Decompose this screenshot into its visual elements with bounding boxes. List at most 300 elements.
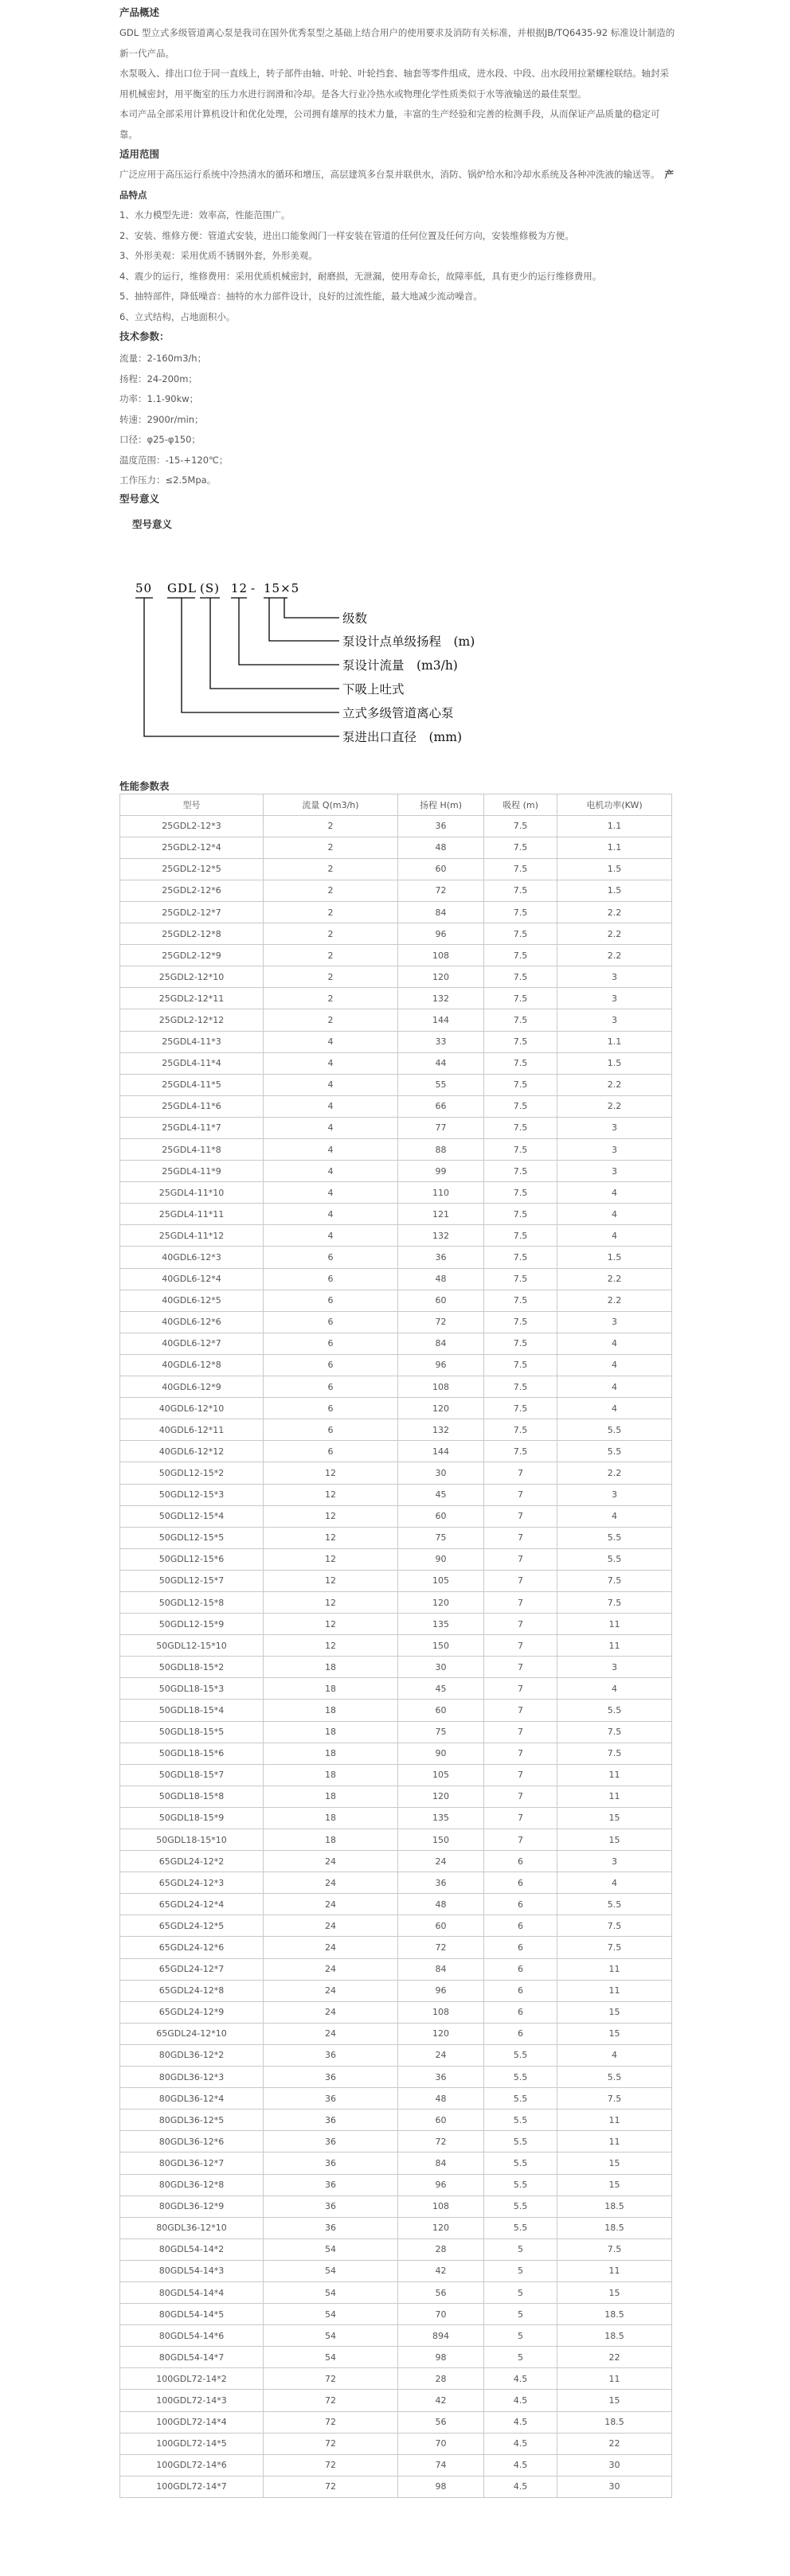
tech-item-pressure: 工作压力：≤2.5Mpa。 (119, 474, 217, 486)
cell-suction: 7.5 (484, 1419, 557, 1441)
cell-head: 60 (398, 2110, 484, 2131)
cell-head: 90 (398, 1743, 484, 1764)
table-row (120, 1247, 672, 1268)
cell-flow: 4 (264, 1031, 398, 1052)
cell-power: 7.5 (557, 2238, 672, 2260)
table-row (120, 2195, 672, 2217)
cell-power: 5.5 (557, 1894, 672, 1915)
cell-flow: 36 (264, 2153, 398, 2174)
tech-heading: 技术参数： (119, 330, 170, 342)
cell-suction: 7.5 (484, 1268, 557, 1290)
cell-suction: 7 (484, 1635, 557, 1657)
cell-head: 110 (398, 1182, 484, 1204)
cell-suction: 7.5 (484, 1290, 557, 1311)
cell-power: 2.2 (557, 1268, 672, 1290)
table-row (120, 1117, 672, 1138)
cell-suction: 7.5 (484, 1354, 557, 1376)
cell-power: 11 (557, 1614, 672, 1635)
cell-model: 40GDL6-12*7 (120, 1333, 264, 1354)
table-row (120, 2088, 672, 2110)
cell-model: 50GDL18-15*8 (120, 1786, 264, 1807)
cell-flow: 4 (264, 1052, 398, 1074)
cell-head: 108 (398, 1376, 484, 1398)
cell-head: 28 (398, 2368, 484, 2390)
model-heading-2: 型号意义 (132, 517, 173, 530)
cell-flow: 12 (264, 1548, 398, 1570)
cell-power: 1.5 (557, 1052, 672, 1074)
table-row (120, 1958, 672, 1980)
cell-suction: 5 (484, 2281, 557, 2303)
cell-flow: 72 (264, 2476, 398, 2497)
cell-model: 80GDL36-12*4 (120, 2088, 264, 2110)
cell-suction: 7 (484, 1570, 557, 1591)
cell-flow: 18 (264, 1700, 398, 1721)
cell-power: 2.2 (557, 1290, 672, 1311)
cell-head: 90 (398, 1548, 484, 1570)
table-row (120, 1657, 672, 1678)
cell-power: 4 (557, 1678, 672, 1700)
overview-paragraph-2: 水泵吸入、排出口位于同一直线上，转子部件由轴、叶轮、叶轮挡套、轴套等零件组成，进水段、中段、出水段用拉紧螺栓联结。轴封采用机械密封，用平衡室的压力水进行润滑和冷却。是各大行业冷热水或物理化学性质类似于水等液输送的最佳泵型。 (119, 68, 669, 100)
cell-power: 11 (557, 1786, 672, 1807)
scope-heading: 适用范围 (119, 148, 160, 160)
cell-flow: 54 (264, 2260, 398, 2281)
cell-head: 84 (398, 1333, 484, 1354)
cell-head: 55 (398, 1074, 484, 1095)
model-code-stage: 15×5 (264, 580, 300, 595)
cell-head: 96 (398, 1354, 484, 1376)
table-row (120, 2304, 672, 2325)
cell-head: 135 (398, 1807, 484, 1829)
cell-flow: 2 (264, 880, 398, 901)
cell-suction: 7.5 (484, 1398, 557, 1419)
cell-power: 30 (557, 2454, 672, 2476)
cell-flow: 6 (264, 1398, 398, 1419)
cell-suction: 7.5 (484, 1009, 557, 1031)
feature-item-3: 3、外形美观：采用优质不锈钢外套，外形美观。 (119, 250, 318, 261)
cell-power: 2.2 (557, 923, 672, 945)
cell-model: 50GDL12-15*8 (120, 1591, 264, 1613)
cell-head: 66 (398, 1095, 484, 1117)
cell-model: 50GDL18-15*3 (120, 1678, 264, 1700)
cell-flow: 4 (264, 1204, 398, 1225)
cell-flow: 24 (264, 1894, 398, 1915)
cell-head: 120 (398, 1591, 484, 1613)
cell-suction: 7.5 (484, 837, 557, 858)
cell-flow: 4 (264, 1074, 398, 1095)
cell-head: 36 (398, 2067, 484, 2088)
cell-flow: 12 (264, 1462, 398, 1484)
cell-flow: 18 (264, 1807, 398, 1829)
cell-power: 4 (557, 1225, 672, 1247)
cell-head: 120 (398, 1786, 484, 1807)
cell-model: 25GDL2-12*7 (120, 901, 264, 923)
cell-model: 50GDL18-15*5 (120, 1721, 264, 1743)
cell-power: 15 (557, 1829, 672, 1851)
cell-suction: 6 (484, 1958, 557, 1980)
table-row (120, 901, 672, 923)
cell-head: 48 (398, 1894, 484, 1915)
cell-flow: 72 (264, 2454, 398, 2476)
cell-power: 18.5 (557, 2217, 672, 2238)
table-row (120, 2153, 672, 2174)
cell-power: 15 (557, 2023, 672, 2044)
cell-head: 72 (398, 1311, 484, 1333)
cell-model: 80GDL36-12*10 (120, 2217, 264, 2238)
cell-flow: 6 (264, 1376, 398, 1398)
model-label-flow: 泵设计流量 (m3/h) (342, 658, 458, 673)
cell-model: 80GDL54-14*6 (120, 2325, 264, 2347)
cell-head: 84 (398, 901, 484, 923)
cell-power: 7.5 (557, 2088, 672, 2110)
cell-model: 80GDL36-12*6 (120, 2131, 264, 2153)
cell-head: 33 (398, 1031, 484, 1052)
cell-model: 80GDL54-14*4 (120, 2281, 264, 2303)
cell-power: 3 (557, 1851, 672, 1872)
cell-head: 48 (398, 1268, 484, 1290)
cell-suction: 5 (484, 2238, 557, 2260)
cell-power: 5.5 (557, 1700, 672, 1721)
cell-model: 25GDL4-11*6 (120, 1095, 264, 1117)
model-code-flow: 12 (231, 580, 248, 595)
cell-suction: 5.5 (484, 2110, 557, 2131)
table-row (120, 2476, 672, 2497)
table-row (120, 2217, 672, 2238)
cell-power: 4 (557, 1398, 672, 1419)
cell-model: 50GDL18-15*4 (120, 1700, 264, 1721)
cell-flow: 36 (264, 2217, 398, 2238)
cell-suction: 7.5 (484, 1095, 557, 1117)
cell-flow: 6 (264, 1333, 398, 1354)
cell-model: 25GDL4-11*5 (120, 1074, 264, 1095)
cell-suction: 7.5 (484, 1139, 557, 1161)
table-row (120, 1074, 672, 1095)
table-row (120, 1591, 672, 1613)
table-row (120, 1505, 672, 1527)
table-row (120, 1807, 672, 1829)
cell-power: 1.5 (557, 880, 672, 901)
feature-item-1: 1、水力模型先进：效率高，性能范围广。 (119, 209, 291, 221)
table-row (120, 1354, 672, 1376)
cell-flow: 4 (264, 1139, 398, 1161)
table-row (120, 2044, 672, 2066)
cell-suction: 7.5 (484, 988, 557, 1009)
cell-model: 25GDL4-11*11 (120, 1204, 264, 1225)
cell-head: 75 (398, 1527, 484, 1548)
cell-head: 60 (398, 1700, 484, 1721)
cell-model: 50GDL12-15*4 (120, 1505, 264, 1527)
cell-model: 25GDL2-12*3 (120, 815, 264, 837)
table-row (120, 1980, 672, 2001)
table-row (120, 1009, 672, 1031)
cell-suction: 7 (484, 1591, 557, 1613)
model-diagram (119, 533, 677, 744)
model-code-dash: - (251, 580, 256, 595)
cell-model: 50GDL18-15*7 (120, 1764, 264, 1786)
cell-model: 25GDL4-11*7 (120, 1117, 264, 1138)
cell-flow: 24 (264, 2001, 398, 2023)
table-row (120, 966, 672, 988)
table-row (120, 1721, 672, 1743)
cell-flow: 6 (264, 1419, 398, 1441)
table-header-row (120, 794, 672, 815)
cell-flow: 54 (264, 2325, 398, 2347)
cell-model: 40GDL6-12*12 (120, 1441, 264, 1462)
cell-suction: 6 (484, 1894, 557, 1915)
cell-suction: 5.5 (484, 2131, 557, 2153)
cell-flow: 4 (264, 1161, 398, 1182)
table-row (120, 858, 672, 880)
performance-heading: 性能参数表 (119, 779, 170, 792)
table-row (120, 1570, 672, 1591)
cell-power: 3 (557, 1117, 672, 1138)
table-row (120, 1182, 672, 1204)
table-row (120, 2454, 672, 2476)
cell-power: 1.1 (557, 815, 672, 837)
cell-flow: 36 (264, 2110, 398, 2131)
cell-flow: 72 (264, 2368, 398, 2390)
cell-head: 84 (398, 1958, 484, 1980)
cell-power: 2.2 (557, 1095, 672, 1117)
cell-model: 65GDL24-12*3 (120, 1872, 264, 1894)
cell-head: 30 (398, 1462, 484, 1484)
cell-power: 3 (557, 1311, 672, 1333)
cell-suction: 5.5 (484, 2067, 557, 2088)
table-row (120, 1311, 672, 1333)
cell-head: 120 (398, 966, 484, 988)
table-row (120, 1786, 672, 1807)
cell-suction: 5 (484, 2304, 557, 2325)
cell-flow: 2 (264, 858, 398, 880)
cell-flow: 18 (264, 1657, 398, 1678)
cell-power: 18.5 (557, 2304, 672, 2325)
features-heading: 产品特点 (119, 169, 674, 201)
cell-flow: 2 (264, 815, 398, 837)
cell-suction: 4.5 (484, 2411, 557, 2433)
cell-head: 120 (398, 2217, 484, 2238)
cell-suction: 5.5 (484, 2195, 557, 2217)
cell-power: 2.2 (557, 1074, 672, 1095)
table-row (120, 2411, 672, 2433)
cell-model: 80GDL36-12*5 (120, 2110, 264, 2131)
cell-power: 18.5 (557, 2325, 672, 2347)
cell-suction: 7 (484, 1764, 557, 1786)
cell-model: 80GDL54-14*2 (120, 2238, 264, 2260)
cell-power: 3 (557, 1657, 672, 1678)
cell-head: 105 (398, 1764, 484, 1786)
cell-model: 25GDL4-11*3 (120, 1031, 264, 1052)
cell-head: 36 (398, 1247, 484, 1268)
cell-suction: 7.5 (484, 1333, 557, 1354)
cell-flow: 6 (264, 1290, 398, 1311)
cell-flow: 36 (264, 2088, 398, 2110)
cell-head: 48 (398, 837, 484, 858)
cell-flow: 24 (264, 1980, 398, 2001)
table-row (120, 1937, 672, 1958)
cell-head: 42 (398, 2390, 484, 2411)
cell-flow: 12 (264, 1505, 398, 1527)
cell-power: 4 (557, 1354, 672, 1376)
cell-power: 4 (557, 1333, 672, 1354)
model-label-diameter: 泵进出口直径 (mm) (342, 729, 462, 744)
cell-suction: 7.5 (484, 1225, 557, 1247)
table-row (120, 837, 672, 858)
cell-head: 132 (398, 1225, 484, 1247)
cell-model: 80GDL36-12*2 (120, 2044, 264, 2066)
cell-suction: 7.5 (484, 1311, 557, 1333)
cell-flow: 2 (264, 837, 398, 858)
cell-model: 25GDL4-11*10 (120, 1182, 264, 1204)
cell-model: 25GDL4-11*9 (120, 1161, 264, 1182)
table-row (120, 815, 672, 837)
cell-model: 50GDL12-15*5 (120, 1527, 264, 1548)
table-row (120, 2174, 672, 2195)
table-row (120, 1764, 672, 1786)
cell-head: 24 (398, 2044, 484, 2066)
cell-suction: 6 (484, 1915, 557, 1937)
cell-head: 105 (398, 1570, 484, 1591)
table-row (120, 1290, 672, 1311)
cell-flow: 6 (264, 1247, 398, 1268)
cell-power: 7.5 (557, 1743, 672, 1764)
cell-flow: 12 (264, 1570, 398, 1591)
cell-head: 42 (398, 2260, 484, 2281)
cell-flow: 2 (264, 945, 398, 966)
cell-model: 80GDL36-12*3 (120, 2067, 264, 2088)
cell-suction: 7.5 (484, 1074, 557, 1095)
cell-model: 50GDL12-15*10 (120, 1635, 264, 1657)
cell-flow: 2 (264, 966, 398, 988)
cell-model: 80GDL36-12*7 (120, 2153, 264, 2174)
cell-model: 25GDL2-12*5 (120, 858, 264, 880)
table-row (120, 2067, 672, 2088)
cell-suction: 7.5 (484, 1247, 557, 1268)
cell-power: 2.2 (557, 901, 672, 923)
cell-suction: 7.5 (484, 1031, 557, 1052)
table-row (120, 1829, 672, 1851)
cell-model: 100GDL72-14*3 (120, 2390, 264, 2411)
cell-suction: 5 (484, 2325, 557, 2347)
cell-suction: 4.5 (484, 2476, 557, 2497)
model-label-stages: 级数 (342, 611, 368, 626)
cell-model: 40GDL6-12*10 (120, 1398, 264, 1419)
model-label-head: 泵设计点单级扬程 (m) (342, 634, 475, 649)
table-row (120, 2390, 672, 2411)
cell-flow: 36 (264, 2174, 398, 2195)
cell-suction: 4.5 (484, 2454, 557, 2476)
cell-power: 18.5 (557, 2195, 672, 2217)
cell-flow: 6 (264, 1268, 398, 1290)
table-row (120, 1548, 672, 1570)
cell-model: 100GDL72-14*4 (120, 2411, 264, 2433)
model-code-suffix: (S) (200, 580, 220, 595)
cell-model: 25GDL2-12*8 (120, 923, 264, 945)
cell-power: 30 (557, 2476, 672, 2497)
cell-suction: 5.5 (484, 2217, 557, 2238)
cell-flow: 54 (264, 2347, 398, 2368)
cell-flow: 24 (264, 1872, 398, 1894)
cell-model: 50GDL18-15*9 (120, 1807, 264, 1829)
table-row (120, 1462, 672, 1484)
cell-model: 25GDL4-11*8 (120, 1139, 264, 1161)
cell-flow: 18 (264, 1721, 398, 1743)
cell-flow: 18 (264, 1743, 398, 1764)
cell-head: 45 (398, 1678, 484, 1700)
cell-power: 11 (557, 1958, 672, 1980)
cell-suction: 7 (484, 1721, 557, 1743)
cell-head: 75 (398, 1721, 484, 1743)
cell-suction: 7.5 (484, 923, 557, 945)
table-row (120, 1635, 672, 1657)
table-row (120, 2260, 672, 2281)
feature-item-2: 2、安装、维修方便：管道式安装，进出口能象阀门一样安装在管道的任何位置及任何方向，安装维修极为方便。 (119, 229, 574, 241)
table-row (120, 1376, 672, 1398)
cell-model: 40GDL6-12*9 (120, 1376, 264, 1398)
cell-head: 108 (398, 945, 484, 966)
cell-power: 22 (557, 2433, 672, 2454)
cell-head: 48 (398, 2088, 484, 2110)
cell-flow: 72 (264, 2390, 398, 2411)
cell-head: 56 (398, 2281, 484, 2303)
cell-head: 84 (398, 2153, 484, 2174)
cell-model: 65GDL24-12*4 (120, 1894, 264, 1915)
cell-power: 5.5 (557, 1441, 672, 1462)
cell-model: 25GDL4-11*12 (120, 1225, 264, 1247)
cell-suction: 7 (484, 1505, 557, 1527)
cell-flow: 72 (264, 2433, 398, 2454)
cell-power: 5.5 (557, 1419, 672, 1441)
column-header-suction: 吸程 (m) (484, 794, 557, 815)
cell-head: 60 (398, 1290, 484, 1311)
cell-power: 22 (557, 2347, 672, 2368)
cell-flow: 72 (264, 2411, 398, 2433)
cell-model: 65GDL24-12*10 (120, 2023, 264, 2044)
cell-head: 74 (398, 2454, 484, 2476)
cell-power: 18.5 (557, 2411, 672, 2433)
scope-paragraph (119, 165, 677, 205)
cell-power: 4 (557, 1182, 672, 1204)
cell-flow: 54 (264, 2304, 398, 2325)
cell-suction: 5.5 (484, 2153, 557, 2174)
cell-power: 5.5 (557, 1548, 672, 1570)
cell-head: 36 (398, 815, 484, 837)
cell-suction: 6 (484, 1980, 557, 2001)
cell-power: 3 (557, 1484, 672, 1505)
cell-flow: 12 (264, 1527, 398, 1548)
cell-model: 25GDL2-12*4 (120, 837, 264, 858)
table-row (120, 1851, 672, 1872)
cell-head: 108 (398, 2195, 484, 2217)
content (119, 0, 677, 2498)
cell-power: 11 (557, 2260, 672, 2281)
cell-suction: 7 (484, 1678, 557, 1700)
tech-item-speed: 转速：2900r/min； (119, 413, 204, 425)
cell-flow: 18 (264, 1786, 398, 1807)
cell-head: 70 (398, 2304, 484, 2325)
cell-power: 11 (557, 2131, 672, 2153)
cell-head: 144 (398, 1441, 484, 1462)
table-row (120, 880, 672, 901)
cell-suction: 7.5 (484, 966, 557, 988)
overview-paragraph-3: 本司产品全部采用计算机设计和优化处理，公司拥有雄厚的技术力量，丰富的生产经验和完善的检测手段，从而保证产品质量的稳定可靠。 (119, 108, 660, 140)
cell-head: 132 (398, 988, 484, 1009)
table-row (120, 1527, 672, 1548)
cell-flow: 36 (264, 2195, 398, 2217)
cell-model: 100GDL72-14*2 (120, 2368, 264, 2390)
cell-power: 1.1 (557, 1031, 672, 1052)
cell-model: 25GDL2-12*11 (120, 988, 264, 1009)
cell-head: 70 (398, 2433, 484, 2454)
cell-suction: 7.5 (484, 901, 557, 923)
